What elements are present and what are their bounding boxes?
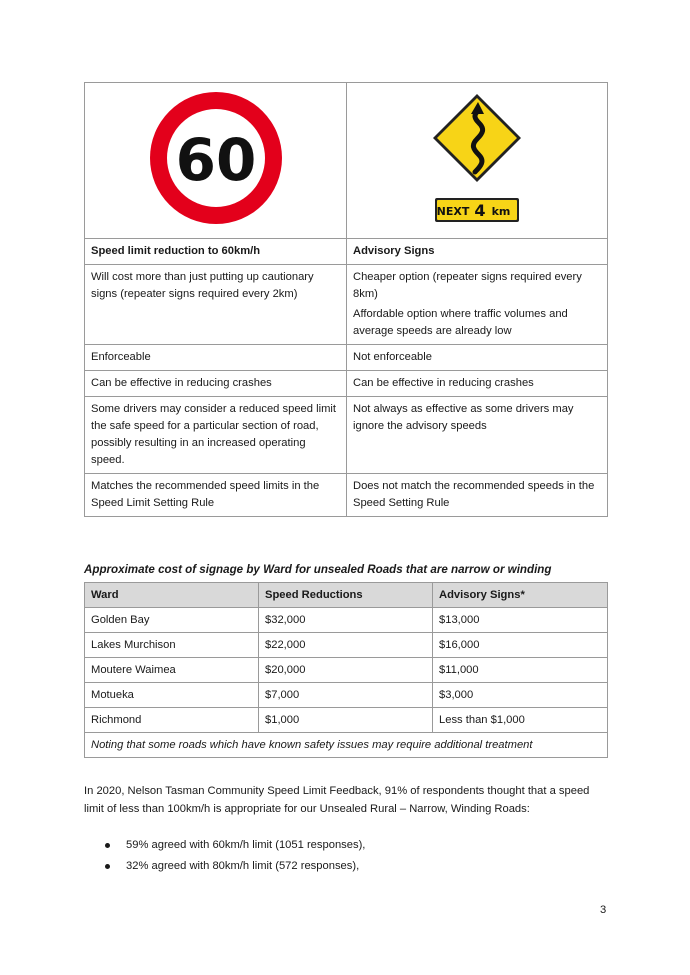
header-ward: Ward	[85, 583, 259, 608]
speed-limit-sign-icon	[146, 88, 286, 228]
header-advisory-signs-cost: Advisory Signs*	[433, 583, 608, 608]
winding-road-sign-icon	[427, 88, 527, 228]
advisory-sign-cell	[347, 83, 608, 239]
bullet-icon	[105, 864, 110, 869]
advisory-plate-unit: km	[491, 204, 511, 218]
cell-text: Affordable option where traffic volumes and average speeds are already low	[353, 308, 568, 337]
feedback-bullet-list	[84, 835, 609, 877]
cell-text: Does not match the recommended speeds in the Speed Setting Rule	[353, 480, 595, 509]
table-row	[85, 474, 608, 517]
speed-sign-cell	[85, 83, 347, 239]
advisory-plate-prefix: NEXT	[436, 204, 470, 218]
cost-note-row	[85, 733, 608, 758]
cost-note: Noting that some roads which have known safety issues may require additional treatment	[85, 733, 608, 758]
comparison-table	[84, 82, 608, 517]
table-row	[85, 371, 608, 397]
cell-text: Can be effective in reducing crashes	[91, 377, 272, 389]
cost-header-row	[85, 583, 608, 608]
cost-table-title: Approximate cost of signage by Ward for unsealed Roads that are narrow or winding	[84, 563, 552, 576]
table-row: Lakes Murchison $22,000 $16,000	[85, 633, 608, 658]
cell-text: Cheaper option (repeater signs required every 8km)	[353, 271, 582, 300]
cell-text: Not enforceable	[353, 351, 432, 363]
list-item: 59% agreed with 60km/h limit (1051 responses),	[84, 835, 609, 856]
table-row: Motueka $7,000 $3,000	[85, 683, 608, 708]
table-row	[85, 345, 608, 371]
table-row	[85, 265, 608, 345]
table-row: Moutere Waimea $20,000 $11,000	[85, 658, 608, 683]
table-row: Golden Bay $32,000 $13,000	[85, 608, 608, 633]
header-speed-reductions: Speed Reductions	[259, 583, 433, 608]
cost-table	[84, 582, 608, 758]
feedback-paragraph: In 2020, Nelson Tasman Community Speed Limit Feedback, 91% of respondents thought that a speed limit of less than 100km/h is appropriate for our Unsealed Rural – Narrow, Winding Roads:	[84, 785, 590, 815]
table-row: Richmond $1,000 Less than $1,000	[85, 708, 608, 733]
cell-text: Not always as effective as some drivers may ignore the advisory speeds	[353, 403, 574, 432]
header-advisory-signs: Advisory Signs	[347, 239, 608, 265]
cell-text: Some drivers may consider a reduced speed limit the safe speed for a particular section of road, possibly resulting in an increased operating speed.	[91, 403, 336, 466]
speed-sign-number: 60	[175, 125, 256, 194]
bullet-icon	[105, 843, 110, 848]
page-number: 3	[600, 904, 607, 916]
table-row	[85, 397, 608, 474]
advisory-plate-number: 4	[474, 200, 486, 220]
list-item: 32% agreed with 80km/h limit (572 responses),	[84, 856, 609, 877]
cell-text: Can be effective in reducing crashes	[353, 377, 534, 389]
cell-text: Enforceable	[91, 351, 151, 363]
header-speed-reduction: Speed limit reduction to 60km/h	[85, 239, 347, 265]
sign-image-row	[85, 83, 608, 239]
cell-text: Matches the recommended speed limits in the Speed Limit Setting Rule	[91, 480, 320, 509]
comparison-header-row	[85, 239, 608, 265]
cell-text: Will cost more than just putting up cautionary signs (repeater signs required every 2km)	[91, 271, 314, 300]
